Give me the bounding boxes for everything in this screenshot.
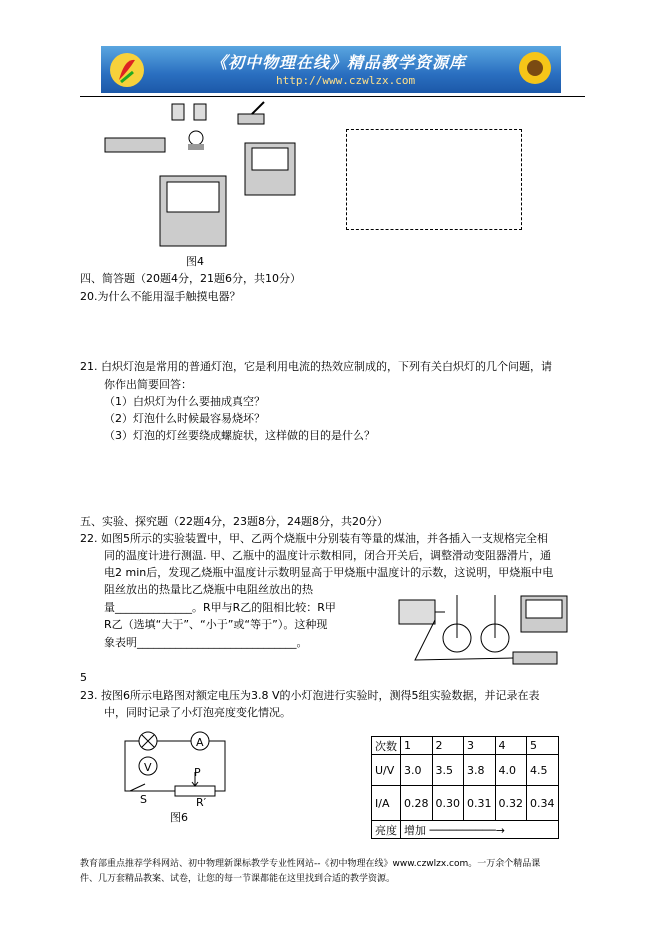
data-table xyxy=(371,736,559,839)
brightness-value: 增加 xyxy=(404,823,426,837)
footer-line1: 教育部重点推荐学科网站、初中物理新课标教学专业性网站--《初中物理在线》www.czwlzx.com。一万余个精品课 xyxy=(80,859,541,869)
table-cell: 0.32 xyxy=(495,786,527,821)
table-cell: 0.34 xyxy=(527,786,559,821)
table-cell: 3.0 xyxy=(401,755,433,786)
table-row xyxy=(372,737,559,755)
table-cell: 次数 xyxy=(372,737,401,755)
sunflower-icon xyxy=(511,48,559,92)
figure6-caption: 图6 xyxy=(170,811,188,824)
question-21: 21. 白炽灯泡是常用的普通灯泡，它是利用电流的热效应制成的，下列有关白炽灯的几个问题，请 xyxy=(80,360,552,373)
question-22: 22. 如图5所示的实验装置中，甲、乙两个烧瓶中分别装有等量的煤油，并各插入一支规格完全相 xyxy=(80,532,548,545)
brightness-label: 亮度 xyxy=(372,821,401,839)
table-cell: 4 xyxy=(495,737,527,755)
table-row xyxy=(372,821,559,839)
question-23-line2: 中，同时记录了小灯泡亮度变化情况。 xyxy=(104,706,291,719)
question-22-line3: 电2 min后，发现乙烧瓶中温度计示数明显高于甲烧瓶中温度计的示数，这说明，甲烧瓶中电 xyxy=(104,566,554,579)
arrow-right-icon: ──────────→ xyxy=(429,823,505,837)
figure4-caption: 图4 xyxy=(186,255,204,268)
ammeter-label: A xyxy=(196,736,204,749)
banner-title: 《初中物理在线》精品教学资源库 xyxy=(211,53,467,72)
question-22-line5: 量______________。R甲与R乙的阻相比较：R甲 xyxy=(104,601,336,614)
question-23: 23. 按图6所示电路图对额定电压为3.8 V的小灯泡进行实验时，测得5组实验数据，并记录在表 xyxy=(80,689,540,702)
question-22-line7: 象表明_____________________________。 xyxy=(104,636,308,649)
voltmeter-label: V xyxy=(144,761,152,774)
table-cell: I/A xyxy=(372,786,401,821)
table-cell: 3 xyxy=(464,737,496,755)
table-row xyxy=(372,755,559,786)
question-22-line4: 阻丝放出的热量比乙烧瓶中电阻丝放出的热 xyxy=(104,583,313,596)
question-22-line6: R乙（选填“大于”、“小于”或“等于”）。这种现 xyxy=(104,618,328,631)
table-cell: 4.0 xyxy=(495,755,527,786)
table-cell: 3.8 xyxy=(464,755,496,786)
question-22-line2: 同的温度计进行测温. 甲、乙瓶中的温度计示数相同，闭合开关后，调整滑动变阻器滑片，通 xyxy=(104,549,551,562)
stray-mark: 5 xyxy=(80,671,87,684)
switch-label: S xyxy=(140,793,147,806)
question-21-sub3: （3）灯泡的灯丝要绕成螺旋状，这样做的目的是什么？ xyxy=(104,429,375,442)
figure4-apparatus xyxy=(100,98,300,250)
section4-heading: 四、简答题（20题4分，21题6分，共10分） xyxy=(80,272,301,285)
table-cell: 4.5 xyxy=(527,755,559,786)
brightness-cell xyxy=(401,821,559,839)
figure6-circuit xyxy=(120,726,240,812)
question-21-sub1: （1）白炽灯为什么要抽成真空？ xyxy=(104,395,265,408)
question-20: 20.为什么不能用湿手触摸电器？ xyxy=(80,290,241,303)
section5-heading: 五、实验、探究题（22题4分，23题8分，24题8分，共20分） xyxy=(80,515,388,528)
table-row xyxy=(372,786,559,821)
figure5-apparatus xyxy=(395,590,573,670)
footer-line2: 件、几万套精品教案、试卷，让您的每一节课都能在这里找到合适的教学资源。 xyxy=(80,874,396,884)
rheostat-label: R′ xyxy=(196,796,207,809)
table-cell: 2 xyxy=(432,737,464,755)
table-cell: U/V xyxy=(372,755,401,786)
table-cell: 0.30 xyxy=(432,786,464,821)
header-banner xyxy=(101,46,561,93)
table-cell: 1 xyxy=(401,737,433,755)
logo-icon xyxy=(107,50,147,90)
question-21-sub2: （2）灯泡什么时候最容易烧坏？ xyxy=(104,412,265,425)
header-rule xyxy=(80,96,585,97)
table-cell: 0.31 xyxy=(464,786,496,821)
table-cell: 3.5 xyxy=(432,755,464,786)
banner-url: http://www.czwlzx.com xyxy=(276,74,416,87)
table-cell: 5 xyxy=(527,737,559,755)
question-21-cont: 你作出简要回答： xyxy=(104,378,192,391)
slider-label: P xyxy=(194,766,201,779)
answer-box xyxy=(346,129,522,230)
table-cell: 0.28 xyxy=(401,786,433,821)
